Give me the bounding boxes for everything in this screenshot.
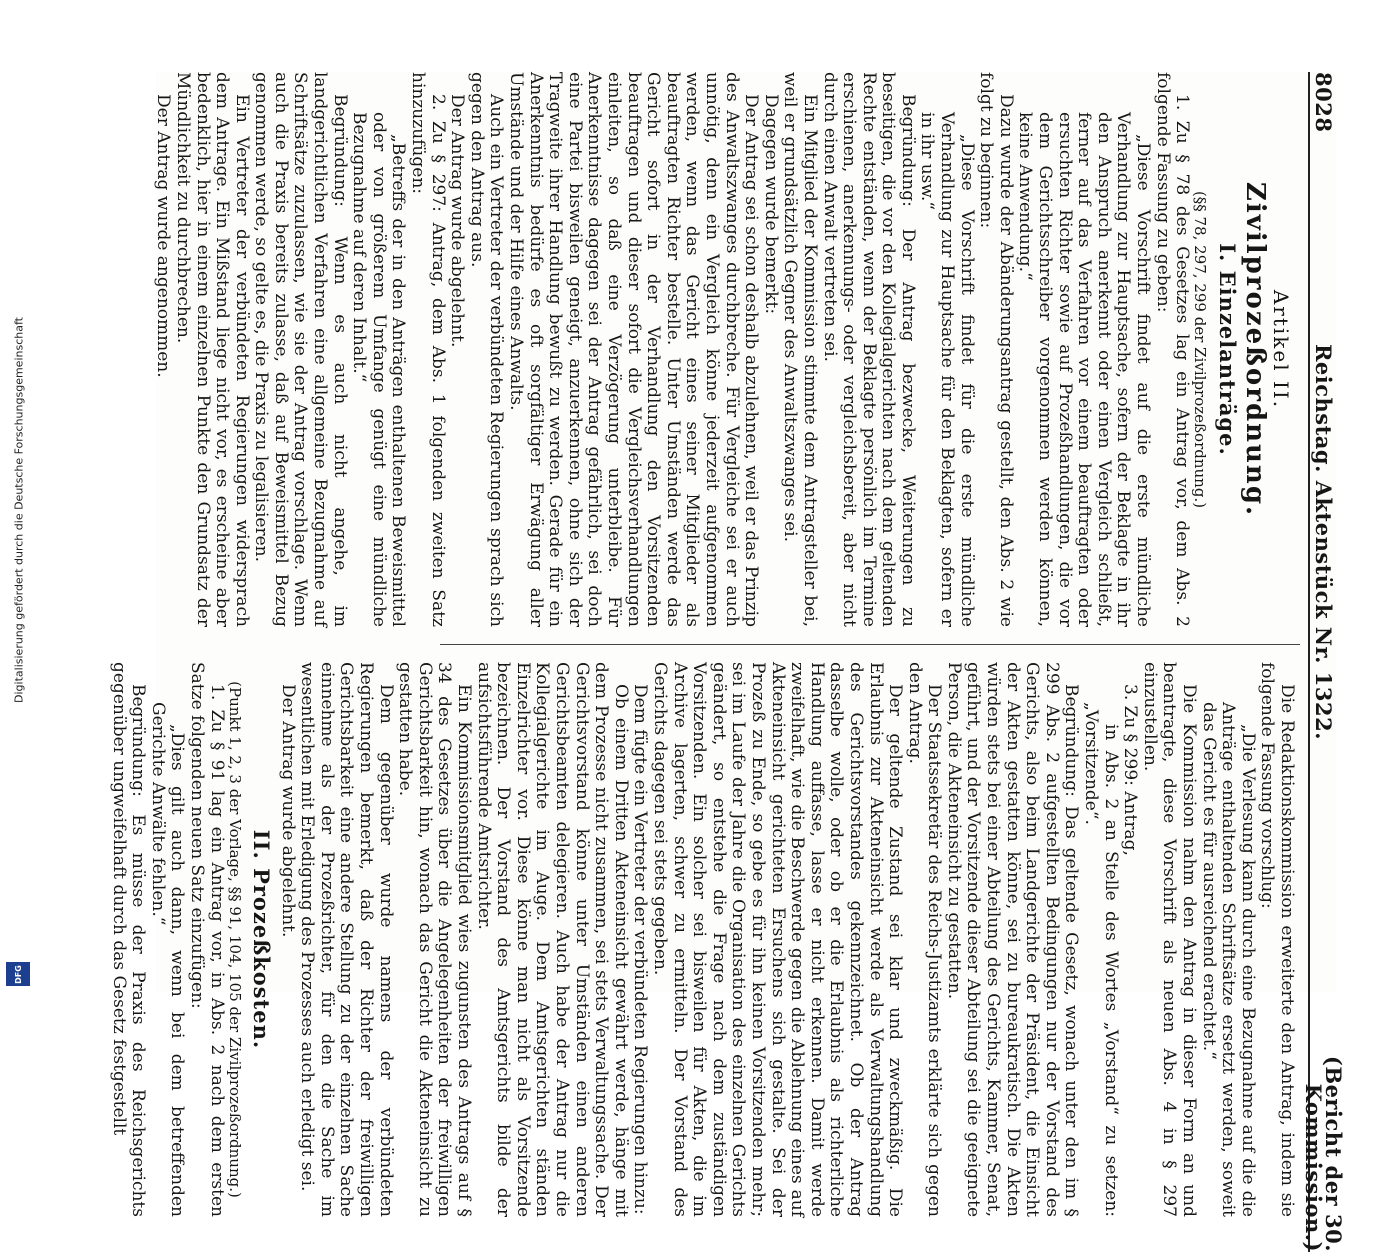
paragraph: 3. Zu § 299: Antrag, [1120, 684, 1141, 856]
header-title: Reichstag. Aktenstück Nr. 1322. [1310, 343, 1336, 741]
paragraph: Begründung: Wenn es auch nicht angehe, im landgerichtlichen Verfahren eine allgemeine Bezugnahme auf Schriftsätze zuzulassen, wie sie der Antrag vorschlage. Wenn auch die Praxis bereits zulasse, daß auf Beweismittel Bezug genommen werde, so gelte es, die Praxis zu legalisieren. [251, 72, 350, 627]
paragraph: Ob einem Dritten Akteneinsicht gewährt werde, hänge mit dem Prozesse nicht zusammen, sei stets Verwaltungssache. Der Gerichtsvorstand könne unter Umständen einen anderen Gerichtsbeamten delegieren. Auch habe der Antrag nur die Kollegialgerichte im Auge. Dem Amtsgerichten ständen Einzelrichter vor. Diese könne man nicht als Vorsitzende bezeichnen. Der Vorstand des Amtsgerichts bilde der aufsichtsführende Amtsrichter. [473, 662, 631, 1217]
paragraph: Begründung: Der Antrag bezwecke, Weiterungen zu beseitigen, die vor den Kollegialgerichten nach dem geltenden Rechte entständen, wenn der Beklagte persönlich im Termine erschienen, anerkennungs- oder vergleichsbereit, aber nicht durch einen Anwalt vertreten sei. [819, 72, 918, 627]
paragraph: Begründung: Es müsse der Praxis des Reichsgerichts gegenüber ungweifelhaft durch das Gesetz festgestellt [108, 662, 149, 1217]
paragraph: Der Antrag wurde abgelehnt. [447, 94, 468, 348]
paragraph: Der Antrag sei schon deshalb abzulehnen, weil er das Prinzip des Anwaltszwanges durchbreche. Für Vergleiche sei er auch unnötig, denn ein Vergleich könne jederzeit aufgenommen werden, wenn das Gericht eines seiner Mitglieder als beauftragten Richter bestelle. Unter Umständen werde das Gericht sofort in der Verhandlung den Vorsitzenden beauftragen und dieser sofort die Vergleichsverhandlungen einleiten, so daß eine Verzögerung unterbleibe. Für Anerkenntnisse dagegen sei der Antrag gefährlich, sei doch eine Partei bisweilen geneigt, anzuerkennen, ohne sich der Tragweite ihrer Handlung bewußt zu werden. Gerade für ein Anerkenntnis bedürfe es oft sorgfältiger Erwägung aller Umstände und der Hilfe eines Anwalts. [506, 72, 762, 627]
section-heading: II. Prozeßkosten. [249, 829, 275, 1050]
left-column [153, 72, 1296, 627]
quotation: „Die Verlesung kann durch eine Bezugnahme auf die die Anträge enthaltenden Schriftsätze ersetzt werden, soweit das Gericht es für ausreichend erachtet.“ [1198, 702, 1258, 1217]
quotation: „Diese Vorschrift findet auf die erste mündliche Verhandlung zur Hauptsache, sofern der Beklagte in ihr den Anspruch anerkennt oder einen Vergleich schließt, ferner auf das Verfahren vor einem beauftragten oder ersuchten Richter sowie auf Prozeßhandlungen, die vor dem Gerichtsschreiber vorgenommen werden können, keine Anwendung.“ [1015, 112, 1154, 627]
section-reference: (Punkt 1, 2, 3 der Vorlage, §§ 91, 104, 105 der Zivilprozeßordnung.) [225, 681, 244, 1198]
paragraph: Dazu wurde der Abänderungsantrag gestellt, den Abs. 2 wie folgt zu beginnen: [976, 72, 1016, 627]
credit-text: Digitalisierung gefördert durch die Deutsche Forschungsgemeinschaft [12, 317, 26, 703]
section-heading: I. Einzelanträge. [1214, 243, 1240, 456]
quotation: in Abs. 2 an Stelle des Wortes „Vorstand“ zu setzen: „Vorsitzende“. [1081, 702, 1121, 1217]
column-divider [440, 644, 1300, 645]
paragraph: 2. Zu § 297: Antrag, dem Abs. 1 folgenden zweiten Satz hinzuzufügen: [408, 72, 448, 627]
paragraph: Die Redaktionskommission erweiterte den Antrag, indem sie folgende Fassung vorschlug: [1257, 662, 1297, 1217]
paragraph: Dagegen wurde bemerkt: [760, 94, 781, 315]
quotation: „Dies gilt auch dann, wenn bei dem betreffenden Gerichte Anwälte fehlen.“ [147, 702, 188, 1217]
main-title: Zivilprozeßordnung. [1240, 181, 1271, 518]
right-column [108, 662, 1296, 1217]
paragraph: 1. Zu § 78 des Gesetzes lag ein Antrag vor, dem Abs. 2 folgende Fassung zu geben: [1152, 72, 1193, 627]
section-reference: (§§ 78, 297, 299 der Zivilprozeßordnung.) [1191, 190, 1210, 509]
paragraph: Dem gegenüber wurde namens der verbündeten Regierungen bemerkt, daß der Richter der freiwilligen Gerichtsbarkeit eine andere Stellung zu der einzelnen Sache einnehme als der Prozeßrichter, für den die Sache im wesentlichen mit Erledigung des Prozesses auch erledigt sei. [297, 662, 396, 1217]
paragraph: Ein Vertreter der verbündeten Regierungen widersprach dem Antrage. Ein Mißstand liege nicht vor, es erscheine aber bedenklich, hier in einem einzelnen Punkte den Grundsatz der Mündlichkeit zu durchbrechen. [172, 72, 252, 627]
paragraph: Dem fügte ein Vertreter der verbündeten Regierungen hinzu: [630, 684, 651, 1215]
paragraph: Der Antrag wurde abgelehnt. [277, 684, 298, 938]
paragraph: Der Antrag wurde angenommen. [153, 94, 174, 378]
quotation: „Diese Vorschrift findet für die erste mündliche Verhandlung zur Hauptsache für den Beklagten, sofern er in ihr usw.“ [917, 112, 977, 627]
dfg-logo-text: DFG [13, 964, 23, 984]
article-heading: Artikel II. [1269, 289, 1293, 410]
paragraph: Der geltende Zustand sei klar und zweckmäßig. Die Erlaubnis zur Akteneinsicht werde als Verwaltungshandlung des Gerichtsvorstandes gekennzeichnet. Ob der Antrag dasselbe wolle, oder ob er die Erlaubnis als richterliche Handlung auffasse, lasse er nicht erkennen. Damit werde zweifelhaft, wie die Beschwerde gegen die Ablehnung eines auf Akteneinsicht gerichteten Ersuchens sich gestalte. Sei der Prozeß zu Ende, so gebe es für ihn keinen Vorsitzenden mehr; sei im Laufe der Jahre die Organisation des einzelnen Gerichts geändert, so entstehe die Frage nach dem zuständigen Vorsitzenden. Ein solcher sei bisweilen für Akten, die im Archive lagerten, schwer zu ermitteln. Der Vorstand des Gerichts dagegen sei stets gegeben. [650, 662, 906, 1217]
paragraph: Der Staatssekretär des Reichs-Justizamts erklärte sich gegen den Antrag. [904, 662, 945, 1217]
paragraph: Ein Kommissionsmitglied wies zugunsten des Antrags auf § 34 des Gesetzes über die Angelegenheiten der freiwilligen Gerichtsbarkeit hin, wonach das Gericht die Akteneinsicht zu gestatten habe. [395, 662, 475, 1217]
quotation: „Betreffs der in den Anträgen enthaltenen Beweismittel oder von größerem Umfange genügt eine mündliche Bezugnahme auf deren Inhalt.“ [349, 112, 409, 627]
paragraph: Begründung: Das geltende Gesetz, wonach unter den im § 299 Abs. 2 aufgestellten Bedingungen nur der Vorstand des Gerichts, also beim Landgerichte der Präsident, die Einsicht der Akten gestatten könne, sei zu bureaukratisch. Die Akten würden stets bei einer Abteilung des Gerichts, Kammer, Senat, geführt, und der Vorsitzende dieser Abteilung sei die geeignete Person, die Akteneinsicht zu gestatten. [943, 662, 1082, 1217]
paragraph: Ein Mitglied der Kommission stimmte dem Antragsteller bei, weil er grundsätzlich Gegner des Anwaltszwanges sei. [780, 72, 820, 627]
dfg-logo-icon [6, 962, 30, 986]
header-subtitle: (Bericht der 30. Kommission.) [1301, 1055, 1346, 1252]
paragraph: Die Kommission nahm den Antrag in dieser Form an und beantragte, diese Vorschrift als neuen Abs. 4 in § 297 einzustellen. [1139, 662, 1200, 1217]
paragraph: Auch ein Vertreter der verbündeten Regierungen sprach sich gegen den Antrag aus. [466, 72, 507, 627]
rotated-document-page [108, 72, 1346, 1252]
digitization-credit [12, 40, 26, 980]
paragraph: 1. Zu § 91 lag ein Antrag vor, in Abs. 2 nach dem ersten Satze folgenden neuen Satz einzufügen: [186, 662, 227, 1217]
page-number: 8028 [1310, 72, 1336, 133]
page-header [1301, 72, 1346, 1252]
